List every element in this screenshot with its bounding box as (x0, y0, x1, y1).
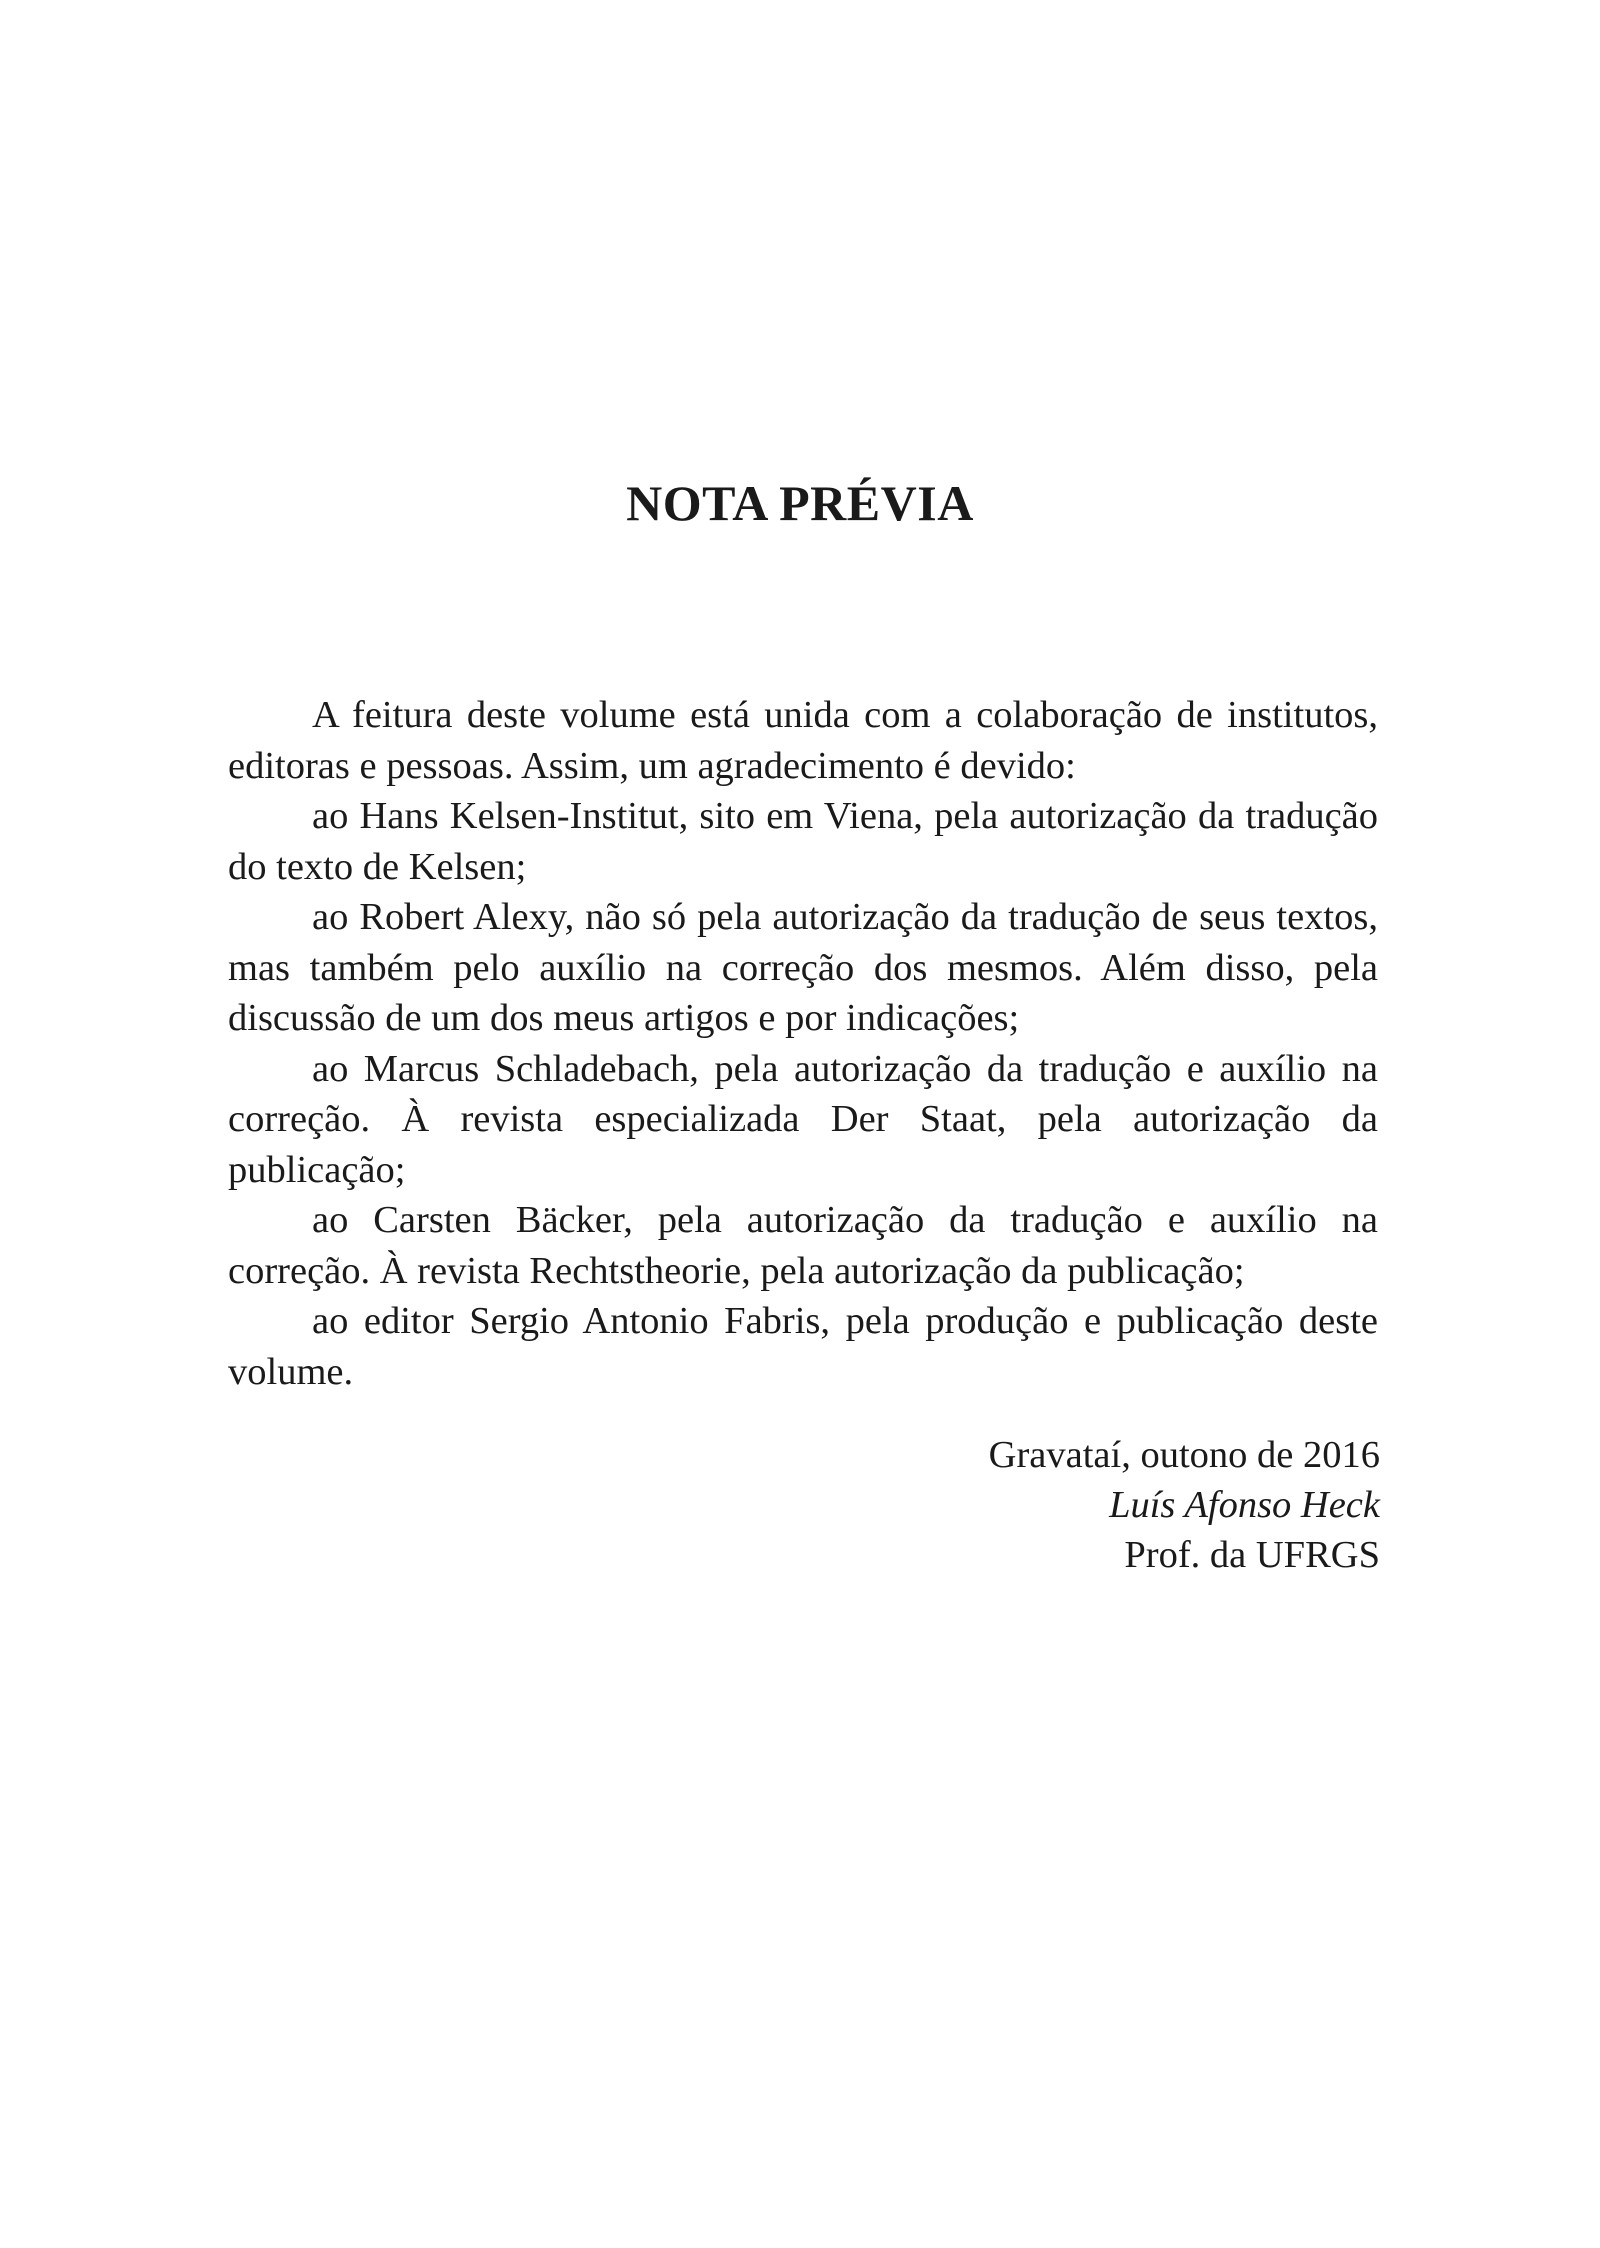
author-name: Luís Afonso Heck (1109, 1484, 1380, 1526)
paragraph-fabris: ao editor Sergio Antonio Fabris, pela produção e publicação deste volume. (228, 1300, 1378, 1393)
paragraph-intro: A feitura deste volume está unida com a colaboração de institutos, editoras e pessoas. Assim, um agradecimento é devido: (228, 694, 1378, 787)
paragraph-alexy: ao Robert Alexy, não só pela autorização da tradução de seus textos, mas também pelo auxílio na correção dos mesmos. Além disso, pela discussão de um dos meus artigos e por indicações; (228, 896, 1378, 1039)
body-text (228, 690, 1378, 1397)
paragraph-kelsen-institut: ao Hans Kelsen-Institut, sito em Viena, pela autorização da tradução do texto de Kelsen; (228, 795, 1378, 888)
paragraph-baecker: ao Carsten Bäcker, pela autorização da tradução e auxílio na correção. À revista Rechtstheorie, pela autorização da publicação; (228, 1199, 1378, 1292)
signature-block (989, 1430, 1380, 1580)
place-date: Gravataí, outono de 2016 (988, 1434, 1380, 1476)
page-title: NOTA PRÉVIA (626, 475, 974, 531)
paragraph-schladebach: ao Marcus Schladebach, pela autorização da tradução e auxílio na correção. À revista especializada Der Staat, pela autorização da publicação; (228, 1047, 1378, 1191)
author-affiliation: Prof. da UFRGS (1124, 1534, 1380, 1576)
